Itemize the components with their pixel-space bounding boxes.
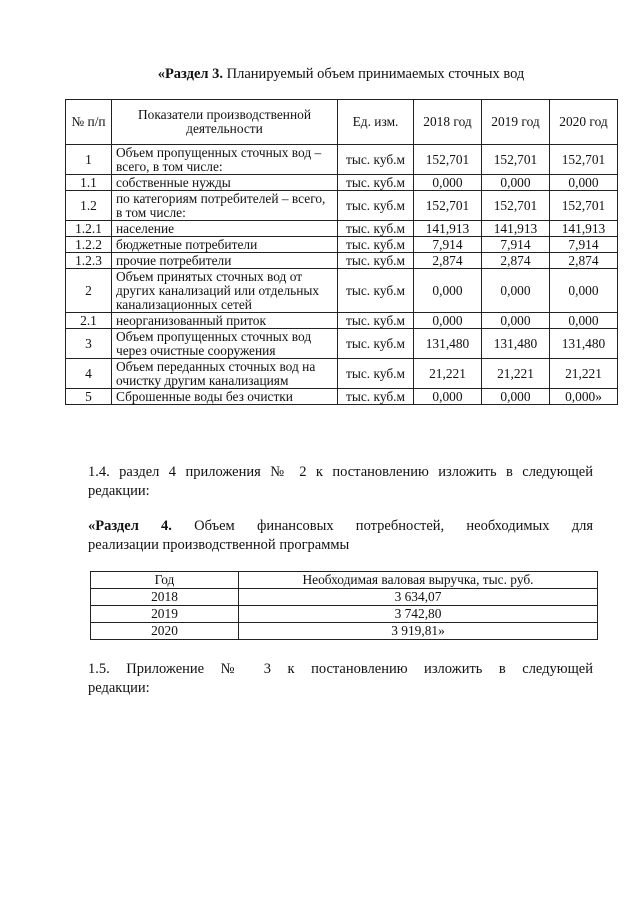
row-unit-cell: тыс. куб.м <box>338 389 414 405</box>
row-unit-cell: тыс. куб.м <box>338 269 414 313</box>
row-num-cell: 5 <box>66 389 112 405</box>
row-indicator-cell: по категориям потребителей – всего, в том числе: <box>112 191 338 221</box>
row-num-cell: 4 <box>66 359 112 389</box>
row-2019-cell: 152,701 <box>482 191 550 221</box>
row-2018-cell: 0,000 <box>414 269 482 313</box>
section3-title <box>66 66 616 83</box>
row-num-cell: 1.2.3 <box>66 253 112 269</box>
row-2020-cell: 0,000 <box>550 175 618 191</box>
row-num-cell: 3 <box>66 329 112 359</box>
row-indicator-cell: бюджетные потребители <box>112 237 338 253</box>
row-unit-cell: тыс. куб.м <box>338 175 414 191</box>
row-num-cell: 2 <box>66 269 112 313</box>
row-indicator-cell: собственные нужды <box>112 175 338 191</box>
section3-table <box>65 99 618 405</box>
row-2020-cell: 21,221 <box>550 359 618 389</box>
row-2019-cell: 141,913 <box>482 221 550 237</box>
row-indicator-cell: неорганизованный приток <box>112 313 338 329</box>
row-indicator-cell: Сброшенные воды без очистки <box>112 389 338 405</box>
table-row <box>66 329 618 359</box>
table-row <box>66 175 618 191</box>
row-2020-cell: 131,480 <box>550 329 618 359</box>
row-2019-cell: 0,000 <box>482 175 550 191</box>
header-num: № п/п <box>66 100 112 145</box>
table-row <box>66 221 618 237</box>
row-2020-cell: 152,701 <box>550 191 618 221</box>
section3-table-body <box>66 145 618 405</box>
table-row <box>66 359 618 389</box>
row-2019-cell: 0,000 <box>482 389 550 405</box>
header-revenue: Необходимая валовая выручка, тыс. руб. <box>239 572 598 589</box>
row-indicator-cell: Объем переданных сточных вод на очистку другим канализациям <box>112 359 338 389</box>
section4-title-bold: «Раздел 4. <box>88 518 172 534</box>
row-2019-cell: 0,000 <box>482 269 550 313</box>
row-2018-cell: 7,914 <box>414 237 482 253</box>
row-2020-cell: 0,000 <box>550 269 618 313</box>
table-header-row <box>91 572 598 589</box>
section4-table <box>90 571 598 640</box>
header-2019: 2019 год <box>482 100 550 145</box>
table-row <box>66 313 618 329</box>
row-num-cell: 1.2 <box>66 191 112 221</box>
row-num-cell: 2.1 <box>66 313 112 329</box>
row-indicator-cell: Объем принятых сточных вод от других канализаций или отдельных канализационных сетей <box>112 269 338 313</box>
row-2019-cell: 131,480 <box>482 329 550 359</box>
row-year-cell: 2020 <box>91 623 239 640</box>
row-2018-cell: 0,000 <box>414 313 482 329</box>
header-indicator: Показатели производственной деятельности <box>112 100 338 145</box>
row-indicator-cell: прочие потребители <box>112 253 338 269</box>
section4-title <box>88 517 593 536</box>
row-2018-cell: 131,480 <box>414 329 482 359</box>
row-2020-cell: 152,701 <box>550 145 618 175</box>
table-row <box>91 606 598 623</box>
row-2018-cell: 141,913 <box>414 221 482 237</box>
header-year: Год <box>91 572 239 589</box>
section3-title-text: Планируемый объем принимаемых сточных вод <box>223 66 525 82</box>
header-2020: 2020 год <box>550 100 618 145</box>
row-2020-cell: 2,874 <box>550 253 618 269</box>
row-indicator-cell: Объем пропущенных сточных вод – всего, в том числе: <box>112 145 338 175</box>
paragraph-1-4-cont: редакции: <box>88 483 150 499</box>
table-header-row <box>66 100 618 145</box>
row-unit-cell: тыс. куб.м <box>338 313 414 329</box>
table-row <box>66 389 618 405</box>
header-unit: Ед. изм. <box>338 100 414 145</box>
header-2018: 2018 год <box>414 100 482 145</box>
row-unit-cell: тыс. куб.м <box>338 329 414 359</box>
row-2020-cell: 0,000» <box>550 389 618 405</box>
section4-title-cont: реализации производственной программы <box>88 537 350 553</box>
row-2019-cell: 21,221 <box>482 359 550 389</box>
table-row <box>66 145 618 175</box>
row-2019-cell: 7,914 <box>482 237 550 253</box>
row-unit-cell: тыс. куб.м <box>338 237 414 253</box>
row-2018-cell: 0,000 <box>414 389 482 405</box>
table-row <box>91 623 598 640</box>
row-2019-cell: 2,874 <box>482 253 550 269</box>
row-2020-cell: 0,000 <box>550 313 618 329</box>
table-row <box>66 253 618 269</box>
table-row <box>66 191 618 221</box>
table-row <box>66 237 618 253</box>
row-revenue-cell: 3 742,80 <box>239 606 598 623</box>
row-unit-cell: тыс. куб.м <box>338 191 414 221</box>
row-2019-cell: 0,000 <box>482 313 550 329</box>
section3-title-bold: «Раздел 3. <box>157 66 224 82</box>
row-revenue-cell: 3 919,81» <box>239 623 598 640</box>
paragraph-1-5-cont: редакции: <box>88 680 150 696</box>
table-row <box>91 589 598 606</box>
row-unit-cell: тыс. куб.м <box>338 253 414 269</box>
row-2018-cell: 2,874 <box>414 253 482 269</box>
row-2019-cell: 152,701 <box>482 145 550 175</box>
row-unit-cell: тыс. куб.м <box>338 145 414 175</box>
row-num-cell: 1 <box>66 145 112 175</box>
row-num-cell: 1.2.1 <box>66 221 112 237</box>
row-2018-cell: 21,221 <box>414 359 482 389</box>
section4-table-body <box>91 589 598 640</box>
row-2018-cell: 152,701 <box>414 145 482 175</box>
section4-title-text: Объем финансовых потребностей, необходимых для <box>171 518 593 534</box>
paragraph-1-4: 1.4. раздел 4 приложения № 2 к постановлению изложить в следующей <box>88 464 593 480</box>
row-year-cell: 2018 <box>91 589 239 606</box>
row-indicator-cell: Объем пропущенных сточных вод через очистные сооружения <box>112 329 338 359</box>
row-unit-cell: тыс. куб.м <box>338 221 414 237</box>
row-year-cell: 2019 <box>91 606 239 623</box>
row-2020-cell: 141,913 <box>550 221 618 237</box>
row-2020-cell: 7,914 <box>550 237 618 253</box>
row-revenue-cell: 3 634,07 <box>239 589 598 606</box>
paragraph-1-5: 1.5. Приложение № 3 к постановлению изложить в следующей <box>88 661 593 677</box>
row-2018-cell: 152,701 <box>414 191 482 221</box>
row-unit-cell: тыс. куб.м <box>338 359 414 389</box>
row-indicator-cell: население <box>112 221 338 237</box>
table-row <box>66 269 618 313</box>
row-2018-cell: 0,000 <box>414 175 482 191</box>
row-num-cell: 1.2.2 <box>66 237 112 253</box>
row-num-cell: 1.1 <box>66 175 112 191</box>
